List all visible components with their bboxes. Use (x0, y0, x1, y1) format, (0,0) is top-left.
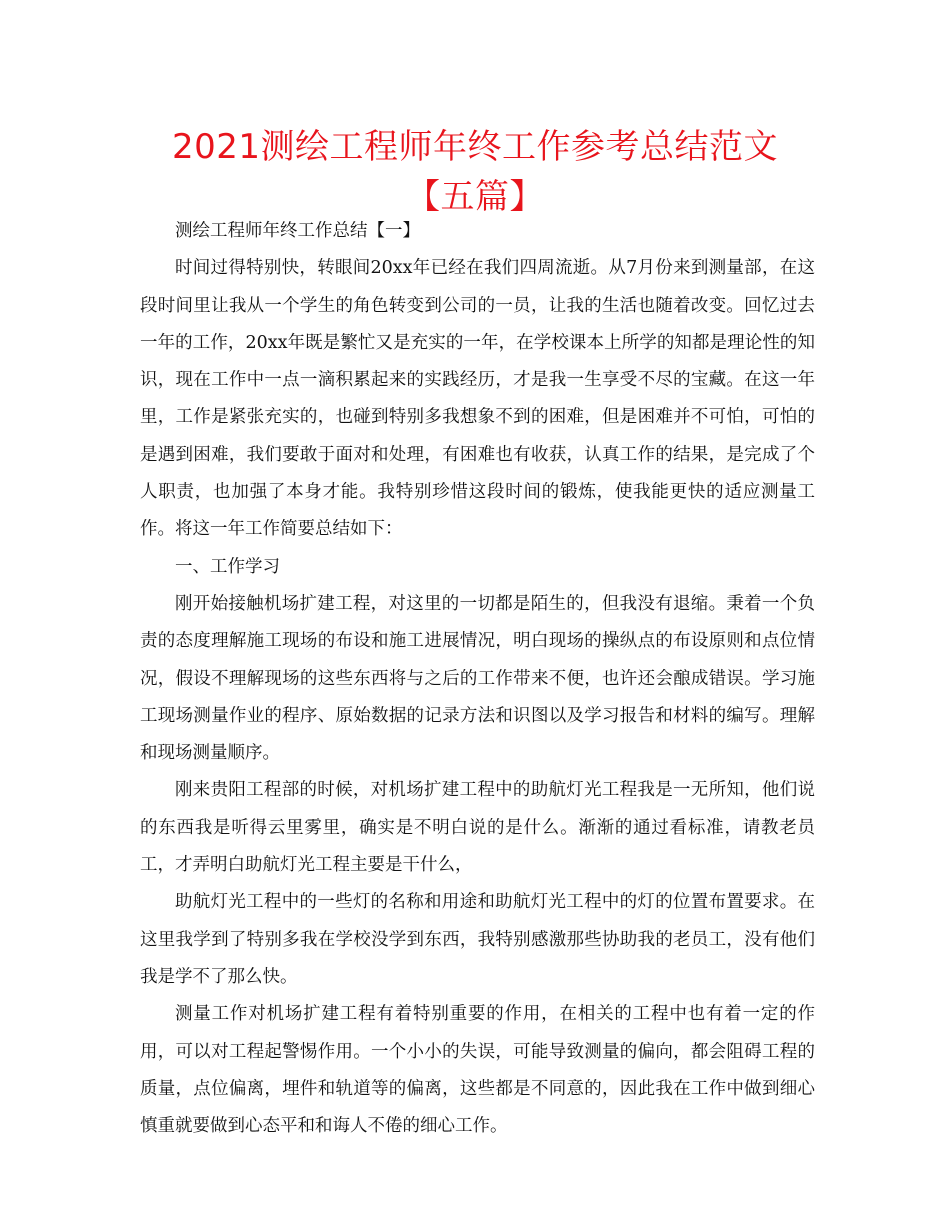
body-paragraph: 刚开始接触机场扩建工程，对这里的一切都是陌生的，但我没有退缩。秉着一个负责的态度理解施工现场的布设和施工进展情况，明白现场的操纵点的布设原则和点位情况，假设不理解现场的这些东西将与之后的工作带来不便，也许还会酿成错误。学习施工现场测量作业的程序、原始数据的记录方法和识图以及学习报告和材料的编写。理解和现场测量顺序。 (140, 593, 815, 764)
section-heading: 测绘工程师年终工作总结【一】 (175, 221, 420, 241)
body-paragraph: 时间过得特别快，转眼间20xx年已经在我们四周流逝。从7月份来到测量部，在这段时间里让我从一个学生的角色转变到公司的一员，让我的生活也随着改变。回忆过去一年的工作，20xx年既是繁忙又是充实的一年，在学校课本上所学的知都是理论性的知识，现在工作中一点一滴积累起来的实践经历，才是我一生享受不尽的宝藏。在这一年里，工作是紧张充实的，也碰到特别多我想象不到的困难，但是困难并不可怕，可怕的是遇到困难，我们要敢于面对和处理，有困难也有收获，认真工作的结果，是完成了个人职责，也加强了本身才能。我特别珍惜这段时间的锻炼，使我能更快的适应测量工作。将这一年工作简要总结如下： (140, 258, 815, 540)
document-body (140, 213, 815, 1145)
body-paragraph: 测量工作对机场扩建工程有着特别重要的作用，在相关的工程中也有着一定的作用，可以对工程起警惕作用。一个小小的失误，可能导致测量的偏向，都会阻碍工程的质量，点位偏离，埋件和轨道等的偏离，这些都是不同意的，因此我在工作中做到细心慎重就要做到心态平和和诲人不倦的细心工作。 (140, 1004, 815, 1137)
document-title: 2021测绘工程师年终工作参考总结范文【五篇】 (171, 127, 779, 217)
subsection-heading: 一、工作学习 (175, 556, 280, 577)
body-paragraph: 助航灯光工程中的一些灯的名称和用途和助航灯光工程中的灯的位置布置要求。在这里我学到了特别多我在学校没学到东西，我特别感激那些协助我的老员工，没有他们我是学不了那么快。 (140, 892, 815, 987)
body-paragraph: 刚来贵阳工程部的时候，对机场扩建工程中的助航灯光工程我是一无所知，他们说的东西我是听得云里雾里，确实是不明白说的是什么。渐渐的通过看标准，请教老员工，才弄明白助航灯光工程主要是干什么， (140, 780, 815, 876)
